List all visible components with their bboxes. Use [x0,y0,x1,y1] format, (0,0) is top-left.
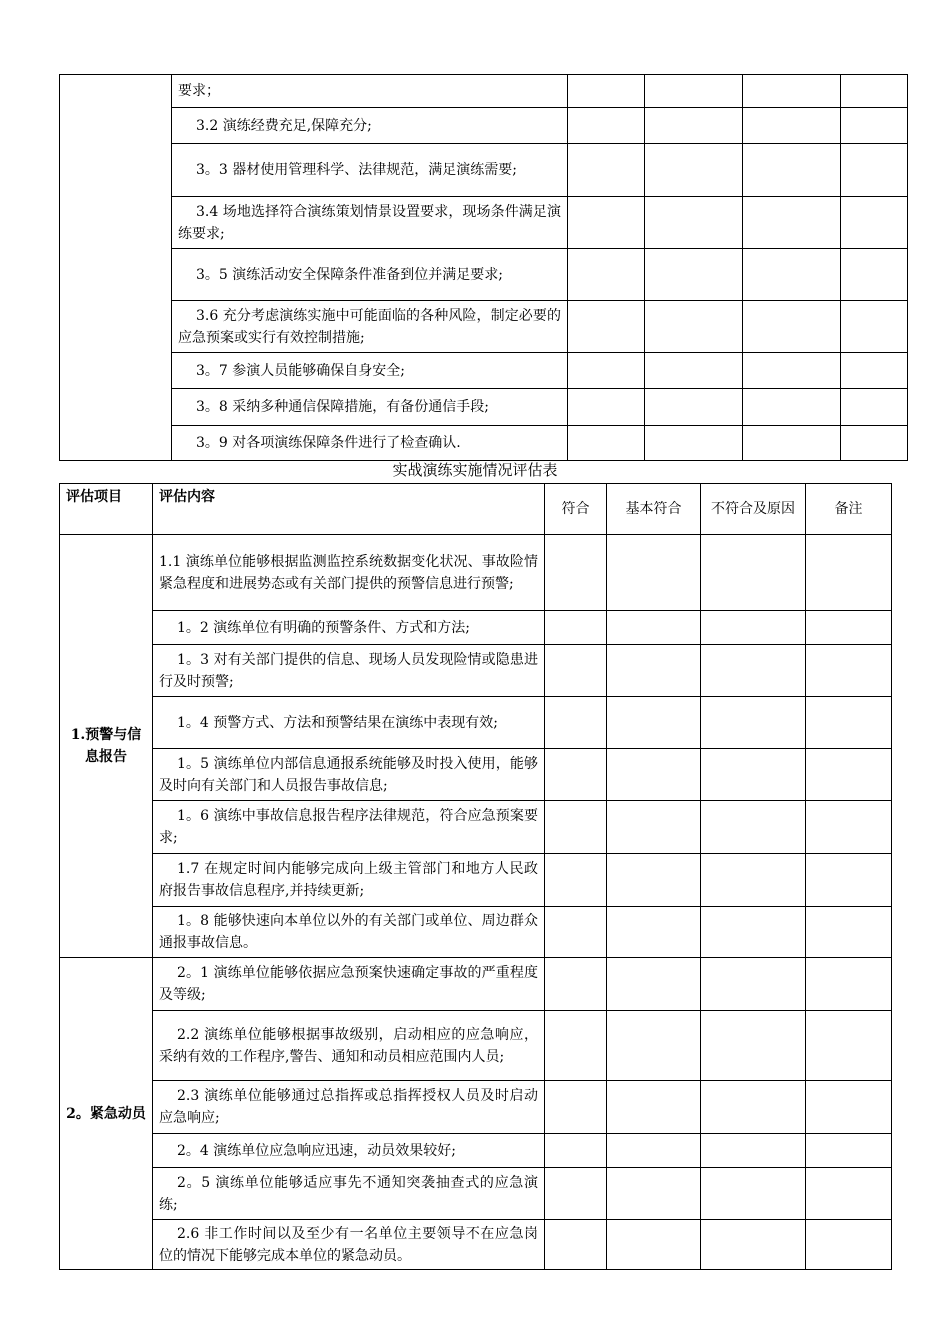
nonconform-cell[interactable] [701,801,806,854]
basic-conform-cell[interactable] [607,1168,701,1220]
conform-cell[interactable] [545,854,607,907]
remark-cell[interactable] [806,1081,892,1134]
table-row [60,535,892,611]
basic-conform-cell[interactable] [607,1011,701,1081]
basic-conform-cell[interactable] [607,801,701,854]
remark-cell[interactable] [841,389,908,426]
conform-cell[interactable] [545,535,607,611]
remark-cell[interactable] [806,1134,892,1168]
basic-conform-cell[interactable] [645,75,743,108]
remark-cell[interactable] [806,1220,892,1270]
nonconform-cell[interactable] [743,353,841,389]
remark-cell[interactable] [806,611,892,645]
table-row [60,301,908,353]
remark-cell[interactable] [806,749,892,801]
content-cell: 要求； [172,75,568,108]
remark-cell[interactable] [841,197,908,249]
content-cell: 1.1 演练单位能够根据监测监控系统数据变化状况、事故险情紧急程度和进展势态或有关部门提供的预警信息进行预警; [153,535,545,611]
conform-cell[interactable] [545,697,607,749]
basic-conform-cell[interactable] [645,389,743,426]
basic-conform-cell[interactable] [645,108,743,144]
table-row [60,1134,892,1168]
basic-conform-cell[interactable] [607,535,701,611]
content-cell: 3。7 参演人员能够确保自身安全; [172,353,568,389]
basic-conform-cell[interactable] [607,1220,701,1270]
drill-evaluation-table [59,483,892,1270]
table-row [60,426,908,461]
conform-cell[interactable] [545,1081,607,1134]
nonconform-cell[interactable] [701,1220,806,1270]
nonconform-cell[interactable] [743,249,841,301]
nonconform-cell[interactable] [701,1081,806,1134]
content-cell: 2.6 非工作时间以及至少有一名单位主要领导不在应急岗位的情况下能够完成本单位的紧急动员。 [153,1220,545,1270]
basic-conform-cell[interactable] [607,645,701,697]
basic-conform-cell[interactable] [645,426,743,461]
table-row [60,907,892,958]
table-row [60,958,892,1011]
category-emergency-mobilization: 2。紧急动员 [60,958,153,1270]
nonconform-cell[interactable] [701,907,806,958]
remark-cell[interactable] [806,801,892,854]
table-row [60,197,908,249]
basic-conform-cell[interactable] [607,1081,701,1134]
remark-cell[interactable] [806,1011,892,1081]
conform-cell[interactable] [568,75,645,108]
basic-conform-cell[interactable] [607,611,701,645]
conform-cell[interactable] [568,249,645,301]
header-content: 评估内容 [153,484,545,535]
content-cell: 1。6 演练中事故信息报告程序法律规范，符合应急预案要求; [153,801,545,854]
nonconform-cell[interactable] [743,108,841,144]
table-row [60,1081,892,1134]
nonconform-cell[interactable] [743,197,841,249]
remark-cell[interactable] [841,426,908,461]
table-row [60,389,908,426]
header-conform: 符合 [545,484,607,535]
nonconform-cell[interactable] [743,75,841,108]
basic-conform-cell[interactable] [607,697,701,749]
content-cell: 3.4 场地选择符合演练策划情景设置要求，现场条件满足演练要求; [172,197,568,249]
table-row [60,108,908,144]
remark-cell[interactable] [806,907,892,958]
nonconform-cell[interactable] [701,1134,806,1168]
remark-cell[interactable] [806,854,892,907]
remark-cell[interactable] [841,249,908,301]
content-cell: 1。3 对有关部门提供的信息、现场人员发现险情或隐患进行及时预警; [153,645,545,697]
content-cell: 2。5 演练单位能够适应事先不通知突袭抽查式的应急演练; [153,1168,545,1220]
content-cell: 1。4 预警方式、方法和预警结果在演练中表现有效; [153,697,545,749]
content-cell: 2.3 演练单位能够通过总指挥或总指挥授权人员及时启动应急响应; [153,1081,545,1134]
basic-conform-cell[interactable] [645,353,743,389]
remark-cell[interactable] [806,697,892,749]
table-row [60,801,892,854]
conform-cell[interactable] [545,1134,607,1168]
conform-cell[interactable] [568,197,645,249]
table-row [60,249,908,301]
basic-conform-cell[interactable] [645,301,743,353]
nonconform-cell[interactable] [701,1011,806,1081]
table-caption: 实战演练实施情况评估表 [392,461,558,479]
support-conditions-table [59,74,908,461]
table-row [60,854,892,907]
conform-cell[interactable] [568,301,645,353]
content-cell: 1.7 在规定时间内能够完成向上级主管部门和地方人民政府报告事故信息程序,并持续更新; [153,854,545,907]
nonconform-cell[interactable] [701,535,806,611]
nonconform-cell[interactable] [701,958,806,1011]
conform-cell[interactable] [545,645,607,697]
remark-cell[interactable] [841,75,908,108]
table-row [60,697,892,749]
category-cell [60,75,172,461]
content-cell: 3.2 演练经费充足,保障充分; [172,108,568,144]
basic-conform-cell[interactable] [645,249,743,301]
table-row [60,645,892,697]
remark-cell[interactable] [841,144,908,197]
nonconform-cell[interactable] [743,389,841,426]
table-row [60,353,908,389]
content-cell: 3.6 充分考虑演练实施中可能面临的各种风险，制定必要的应急预案或实行有效控制措施; [172,301,568,353]
header-nonconform: 不符合及原因 [701,484,806,535]
basic-conform-cell[interactable] [607,958,701,1011]
basic-conform-cell[interactable] [645,144,743,197]
conform-cell[interactable] [545,611,607,645]
nonconform-cell[interactable] [743,426,841,461]
conform-cell[interactable] [568,353,645,389]
basic-conform-cell[interactable] [607,749,701,801]
nonconform-cell[interactable] [701,611,806,645]
remark-cell[interactable] [841,108,908,144]
conform-cell[interactable] [545,1220,607,1270]
nonconform-cell[interactable] [743,144,841,197]
table-row [60,75,908,108]
content-cell: 1。8 能够快速向本单位以外的有关部门或单位、周边群众通报事故信息。 [153,907,545,958]
conform-cell[interactable] [545,749,607,801]
basic-conform-cell[interactable] [607,907,701,958]
nonconform-cell[interactable] [701,645,806,697]
conform-cell[interactable] [568,389,645,426]
header-basic-conform: 基本符合 [607,484,701,535]
basic-conform-cell[interactable] [645,197,743,249]
table-row [60,611,892,645]
table-row [60,749,892,801]
remark-cell[interactable] [806,958,892,1011]
conform-cell[interactable] [545,801,607,854]
conform-cell[interactable] [545,907,607,958]
table-row [60,1220,892,1270]
content-cell: 1。5 演练单位内部信息通报系统能够及时投入使用，能够及时向有关部门和人员报告事故信息; [153,749,545,801]
content-cell: 3。5 演练活动安全保障条件准备到位并满足要求; [172,249,568,301]
conform-cell[interactable] [568,144,645,197]
nonconform-cell[interactable] [701,697,806,749]
nonconform-cell[interactable] [701,1168,806,1220]
table-row [60,144,908,197]
content-cell: 3。9 对各项演练保障条件进行了检查确认. [172,426,568,461]
nonconform-cell[interactable] [701,749,806,801]
header-row [60,484,892,535]
content-cell: 3。3 器材使用管理科学、法律规范，满足演练需要; [172,144,568,197]
conform-cell[interactable] [568,108,645,144]
conform-cell[interactable] [545,1168,607,1220]
table-row [60,1011,892,1081]
table-row [60,1168,892,1220]
content-cell: 2.2 演练单位能够根据事故级别，启动相应的应急响应，采纳有效的工作程序,警告、通知和动员相应范围内人员; [153,1011,545,1081]
nonconform-cell[interactable] [743,301,841,353]
remark-cell[interactable] [841,301,908,353]
header-item: 评估项目 [60,484,153,535]
basic-conform-cell[interactable] [607,1134,701,1168]
content-cell: 2。1 演练单位能够依据应急预案快速确定事故的严重程度及等级; [153,958,545,1011]
content-cell: 1。2 演练单位有明确的预警条件、方式和方法; [153,611,545,645]
category-early-warning: 1.预警与信息报告 [60,535,153,958]
content-cell: 3。8 采纳多种通信保障措施，有备份通信手段; [172,389,568,426]
conform-cell[interactable] [568,426,645,461]
remark-cell[interactable] [806,1168,892,1220]
conform-cell[interactable] [545,958,607,1011]
nonconform-cell[interactable] [701,854,806,907]
basic-conform-cell[interactable] [607,854,701,907]
conform-cell[interactable] [545,1011,607,1081]
header-remark: 备注 [806,484,892,535]
remark-cell[interactable] [841,353,908,389]
remark-cell[interactable] [806,535,892,611]
content-cell: 2。4 演练单位应急响应迅速，动员效果较好; [153,1134,545,1168]
remark-cell[interactable] [806,645,892,697]
